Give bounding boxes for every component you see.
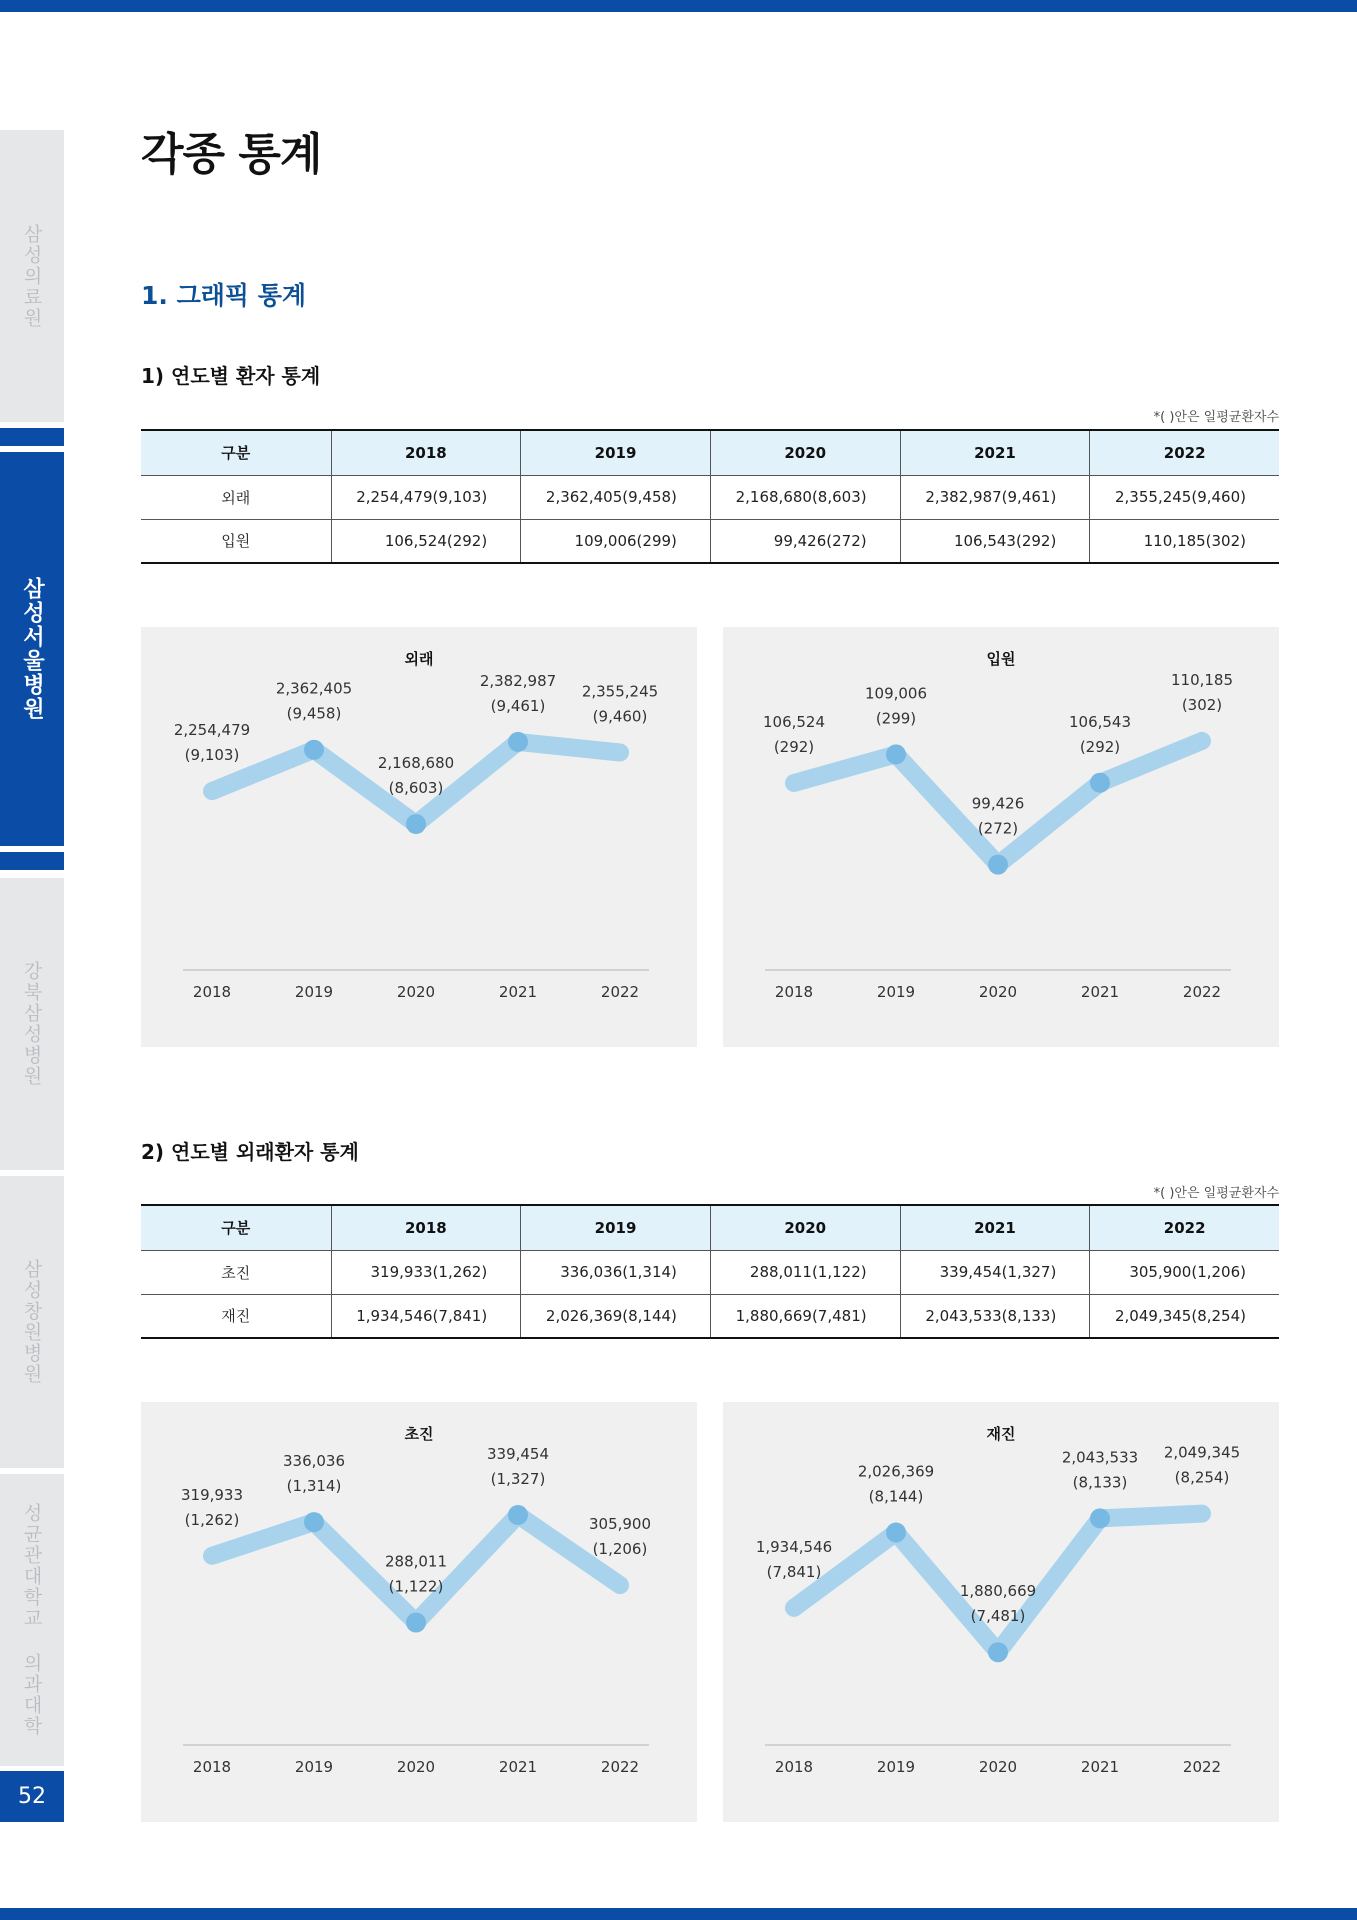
- patient-stats-table: [141, 429, 1279, 564]
- table-header-row: [141, 430, 1279, 475]
- x-tick-label: 2021: [498, 1758, 538, 1776]
- table-row: [141, 519, 1279, 563]
- chart-title: 재진: [986, 1425, 1016, 1443]
- x-tick-label: 2021: [1080, 1758, 1120, 1776]
- x-tick-label: 2018: [774, 1758, 814, 1776]
- x-tick-label: 2020: [396, 983, 436, 1001]
- table-cell: 106,543(292): [900, 519, 1090, 563]
- table-cell: 1,934,546(7,841): [331, 1294, 521, 1338]
- data-value-label: 110,185: [1170, 670, 1234, 689]
- chart-panel-outpatient: [141, 627, 697, 1047]
- data-daily-label: (1,314): [286, 1477, 342, 1496]
- side-tab-strip: [0, 428, 64, 446]
- data-point: [1090, 773, 1110, 793]
- data-daily-label: (292): [773, 738, 815, 756]
- data-point: [508, 732, 528, 752]
- data-daily-label: (1,327): [490, 1470, 546, 1488]
- table-header-cell: 구분: [141, 1205, 331, 1250]
- table-cell: 2,254,479(9,103): [331, 475, 521, 519]
- table-cell: 외래: [141, 475, 331, 519]
- table-cell: 319,933(1,262): [331, 1250, 521, 1294]
- table-header-cell: 2021: [900, 1205, 1090, 1250]
- data-daily-label: (8,144): [868, 1487, 924, 1506]
- data-point: [886, 1523, 906, 1543]
- side-tab-samsung-medical-center[interactable]: [0, 130, 64, 422]
- table-cell: 재진: [141, 1294, 331, 1338]
- data-daily-label: (8,254): [1174, 1468, 1230, 1487]
- table-cell: 2,362,405(9,458): [521, 475, 711, 519]
- data-value-label: 2,026,369: [857, 1462, 935, 1481]
- data-daily-label: (7,841): [766, 1562, 822, 1581]
- table-cell: 288,011(1,122): [710, 1250, 900, 1294]
- table-header-cell: 2020: [710, 430, 900, 475]
- chart-title: 입원: [986, 650, 1016, 668]
- side-tab-strip: [0, 852, 64, 870]
- table-header-cell: 2019: [521, 1205, 711, 1250]
- table-header-cell: 2018: [331, 1205, 521, 1250]
- subsection-title-patient-stats: 1) 연도별 환자 통계: [141, 364, 321, 388]
- table-row: [141, 1294, 1279, 1338]
- x-tick-label: 2019: [294, 983, 334, 1001]
- subsection-title-outpatient-stats: 2) 연도별 외래환자 통계: [141, 1140, 359, 1164]
- table-header-cell: 2018: [331, 430, 521, 475]
- data-value-label: 1,934,546: [755, 1537, 833, 1556]
- table-cell: 입원: [141, 519, 331, 563]
- data-point: [304, 1512, 324, 1532]
- data-daily-label: (292): [1079, 737, 1121, 756]
- data-value-label: 339,454: [486, 1445, 550, 1463]
- chart-panel-inpatient: [723, 627, 1279, 1047]
- data-point: [988, 855, 1008, 875]
- table-cell: 2,382,987(9,461): [900, 475, 1090, 519]
- table-header-row: [141, 1205, 1279, 1250]
- data-daily-label: (9,103): [184, 746, 240, 765]
- data-value-label: 2,355,245: [581, 682, 659, 701]
- table-header-cell: 2022: [1090, 1205, 1279, 1250]
- table-header-cell: 구분: [141, 430, 331, 475]
- data-daily-label: (1,262): [184, 1510, 240, 1529]
- x-tick-label: 2019: [876, 983, 916, 1001]
- side-tab-label: 성균관대학교 의과대학: [20, 1503, 43, 1737]
- table-note: *( )안은 일평균환자수: [1153, 410, 1279, 425]
- table-note: *( )안은 일평균환자수: [1153, 1186, 1279, 1201]
- data-point: [1090, 1508, 1110, 1528]
- table-cell: 2,049,345(8,254): [1090, 1294, 1279, 1338]
- table-cell: 1,880,669(7,481): [710, 1294, 900, 1338]
- table-cell: 336,036(1,314): [521, 1250, 711, 1294]
- data-daily-label: (9,461): [490, 696, 546, 715]
- bottom-accent-bar: [0, 1908, 1357, 1920]
- x-tick-label: 2020: [978, 1758, 1018, 1776]
- page-number: 52: [0, 1771, 64, 1822]
- data-value-label: 109,006: [864, 684, 928, 703]
- chart-panel-first-visit: [141, 1402, 697, 1822]
- data-point: [886, 744, 906, 764]
- data-daily-label: (8,133): [1072, 1473, 1128, 1492]
- data-daily-label: (9,460): [592, 707, 648, 726]
- chart-title: 외래: [404, 650, 434, 668]
- chart-outpatient: [141, 627, 697, 1047]
- table-cell: 110,185(302): [1090, 519, 1279, 563]
- side-tab-label: 강북삼성병원: [20, 961, 43, 1087]
- table-cell: 2,168,680(8,603): [710, 475, 900, 519]
- data-value-label: 2,168,680: [377, 754, 455, 772]
- table-header-cell: 2019: [521, 430, 711, 475]
- data-value-label: 106,524: [762, 713, 826, 731]
- x-tick-label: 2019: [876, 1758, 916, 1776]
- x-tick-label: 2019: [294, 1758, 334, 1776]
- x-tick-label: 2022: [1182, 1758, 1222, 1776]
- data-value-label: 2,043,533: [1061, 1448, 1139, 1467]
- data-value-label: 288,011: [384, 1552, 448, 1571]
- chart-title: 초진: [404, 1425, 434, 1443]
- data-daily-label: (1,122): [388, 1577, 444, 1596]
- table-cell: 99,426(272): [710, 519, 900, 563]
- data-daily-label: (8,603): [388, 779, 444, 797]
- data-value-label: 336,036: [282, 1452, 346, 1471]
- table-cell: 초진: [141, 1250, 331, 1294]
- data-daily-label: (9,458): [286, 704, 342, 723]
- data-value-label: 2,049,345: [1163, 1443, 1241, 1462]
- outpatient-stats-table: [141, 1204, 1279, 1339]
- side-tab-label: 삼성창원병원: [20, 1259, 43, 1385]
- x-tick-label: 2020: [978, 983, 1018, 1001]
- data-point: [508, 1505, 528, 1525]
- table-header-cell: 2020: [710, 1205, 900, 1250]
- x-tick-label: 2018: [192, 1758, 232, 1776]
- chart-inpatient: [723, 627, 1279, 1047]
- table-cell: 339,454(1,327): [900, 1250, 1090, 1294]
- x-tick-label: 2021: [498, 983, 538, 1001]
- data-point: [988, 1642, 1008, 1662]
- x-tick-label: 2020: [396, 1758, 436, 1776]
- side-tab-samsung-seoul-hospital[interactable]: [0, 452, 64, 846]
- x-tick-label: 2018: [192, 983, 232, 1001]
- table-cell: 305,900(1,206): [1090, 1250, 1279, 1294]
- x-tick-label: 2018: [774, 983, 814, 1001]
- table-row: [141, 1250, 1279, 1294]
- chart-revisit: [723, 1402, 1279, 1822]
- chart-first-visit: [141, 1402, 697, 1822]
- table-cell: 106,524(292): [331, 519, 521, 563]
- x-tick-label: 2021: [1080, 983, 1120, 1001]
- data-daily-label: (302): [1181, 695, 1223, 714]
- data-point: [406, 1613, 426, 1633]
- data-point: [406, 814, 426, 834]
- x-tick-label: 2022: [600, 1758, 640, 1776]
- data-daily-label: (299): [875, 709, 917, 728]
- section-title: 1. 그래픽 통계: [141, 281, 307, 310]
- data-value-label: 1,880,669: [959, 1582, 1037, 1601]
- x-tick-label: 2022: [600, 983, 640, 1001]
- table-header-cell: 2022: [1090, 430, 1279, 475]
- top-accent-bar: [0, 0, 1357, 12]
- side-tab-samsung-changwon-hospital[interactable]: [0, 1176, 64, 1468]
- table-cell: 109,006(299): [521, 519, 711, 563]
- table-cell: 2,043,533(8,133): [900, 1294, 1090, 1338]
- data-value-label: 319,933: [180, 1485, 244, 1504]
- side-tab-label: 삼성의료원: [20, 223, 43, 329]
- data-value-label: 2,362,405: [275, 679, 353, 698]
- table-cell: 2,026,369(8,144): [521, 1294, 711, 1338]
- table-header-cell: 2021: [900, 430, 1090, 475]
- data-value-label: 99,426: [971, 794, 1025, 813]
- side-tab-skku-medicine[interactable]: [0, 1474, 64, 1766]
- data-daily-label: (1,206): [592, 1540, 648, 1559]
- table-row: [141, 475, 1279, 519]
- table-cell: 2,355,245(9,460): [1090, 475, 1279, 519]
- data-value-label: 2,254,479: [173, 721, 251, 740]
- side-tab-kangbuk-samsung-hospital[interactable]: [0, 878, 64, 1170]
- page-title: 각종 통계: [141, 129, 322, 180]
- data-point: [304, 740, 324, 760]
- side-tab-label: 삼성서울병원: [19, 577, 45, 721]
- x-tick-label: 2022: [1182, 983, 1222, 1001]
- data-daily-label: (7,481): [970, 1607, 1026, 1626]
- data-value-label: 2,382,987: [479, 671, 557, 690]
- data-value-label: 305,900: [588, 1515, 652, 1534]
- chart-panel-revisit: [723, 1402, 1279, 1822]
- data-value-label: 106,543: [1068, 712, 1132, 731]
- data-daily-label: (272): [977, 819, 1019, 838]
